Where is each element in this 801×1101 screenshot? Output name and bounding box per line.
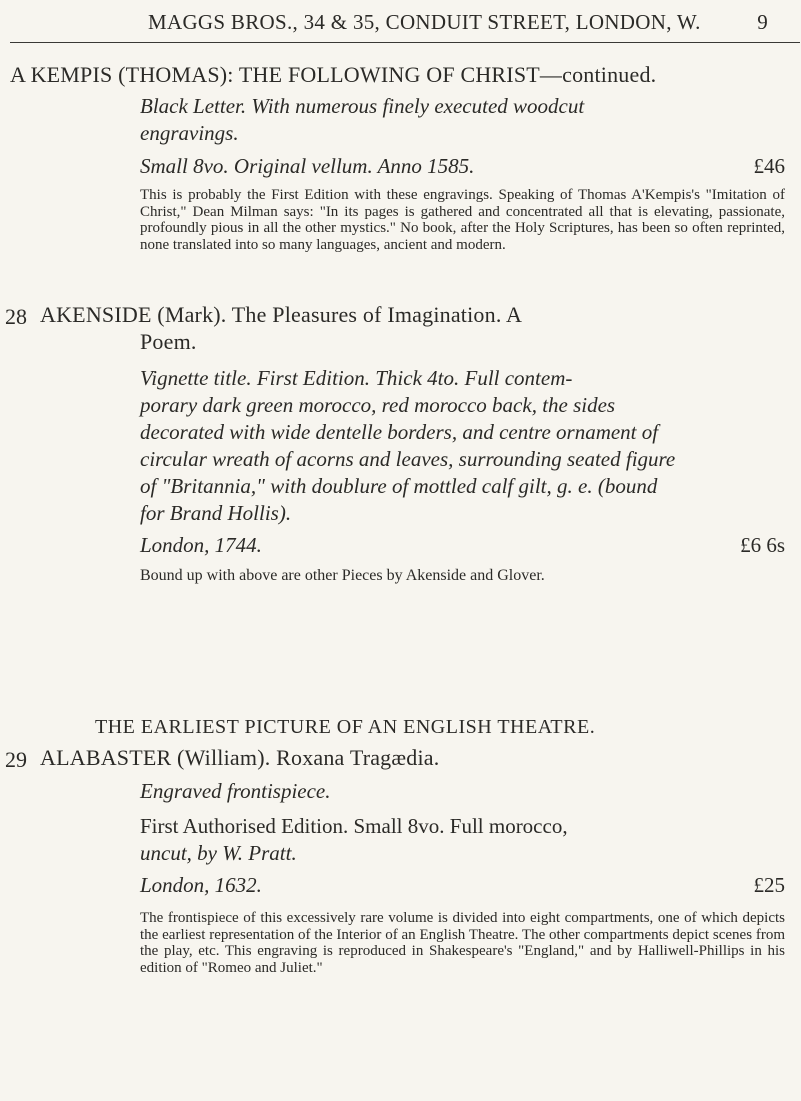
imprint-row [140,873,785,898]
entry-heading: ALABASTER (William). Roxana Tragædia. [40,745,440,770]
running-title: MAGGS BROS., 34 & 35, CONDUIT STREET, LONDON, W. [148,10,701,34]
price: £46 [753,154,785,178]
entry-number: 28 [5,304,27,329]
price: £6 6s [740,533,785,557]
description-line: Vignette title. First Edition. Thick 4to. Full contem- [140,366,573,390]
imprint: London, 1632. [140,873,262,897]
imprint-row [140,154,785,179]
description-line: engravings. [140,121,239,145]
description-line: of "Britannia," with doublure of mottled calf gilt, g. e. (bound [140,474,658,498]
description-line: decorated with wide dentelle borders, and centre ornament of [140,420,659,444]
description-line: circular wreath of acorns and leaves, surrounding seated figure [140,447,676,471]
price: £25 [753,873,785,897]
description-line: Black Letter. With numerous finely executed woodcut [140,94,585,118]
description [140,365,785,527]
description-line: porary dark green morocco, red morocco back, the sides [140,393,616,417]
note: Bound up with above are other Pieces by Akenside and Glover. [140,567,545,584]
continued-entry-description [140,94,785,253]
entry-28-body [140,329,785,585]
running-header [148,10,768,35]
entry-29-body [140,778,785,976]
continued-entry [10,62,790,88]
description-line: uncut, by W. Pratt. [140,841,297,865]
description-line: for Brand Hollis). [140,501,292,525]
section-heading: THE EARLIEST PICTURE OF AN ENGLISH THEATRE. [95,716,596,738]
entry-number: 29 [5,747,27,772]
notes: The frontispiece of this excessively rare volume is divided into eight compartments, one of which depicts the earliest representation of the Interior of an English Theatre. The other compartments depict scenes from the play, etc. This engraving is reproduced in Shakespeare's "England," and by Halliwell-Phillips in his edition of "Romeo and Juliet." [140,910,785,976]
description-line: First Authorised Edition. Small 8vo. Full morocco, [140,814,568,838]
entry-heading: AKENSIDE (Mark). The Pleasures of Imagination. A [40,302,523,327]
imprint-row [140,533,785,558]
entry-29 [40,745,790,771]
header-rule [10,42,800,43]
entry-28 [40,302,790,328]
notes: This is probably the First Edition with these engravings. Speaking of Thomas A'Kempis's "Imitation of Christ," Dean Milman says: "In its pages is gathered and concentrated all that is elevating, passionate, profoundly pious in all the other mystics." No book, after the Holy Scriptures, has been so often reprinted, none translated into so many languages, ancient and modern. [140,187,785,253]
page-number: 9 [757,10,768,34]
entry-heading-cont: Poem. [140,329,197,354]
description-line: Engraved frontispiece. [140,779,331,803]
imprint: London, 1744. [140,533,262,557]
entry-heading: A KEMPIS (THOMAS): THE FOLLOWING OF CHRIST—continued. [10,62,657,87]
imprint: Small 8vo. Original vellum. Anno 1585. [140,154,475,178]
